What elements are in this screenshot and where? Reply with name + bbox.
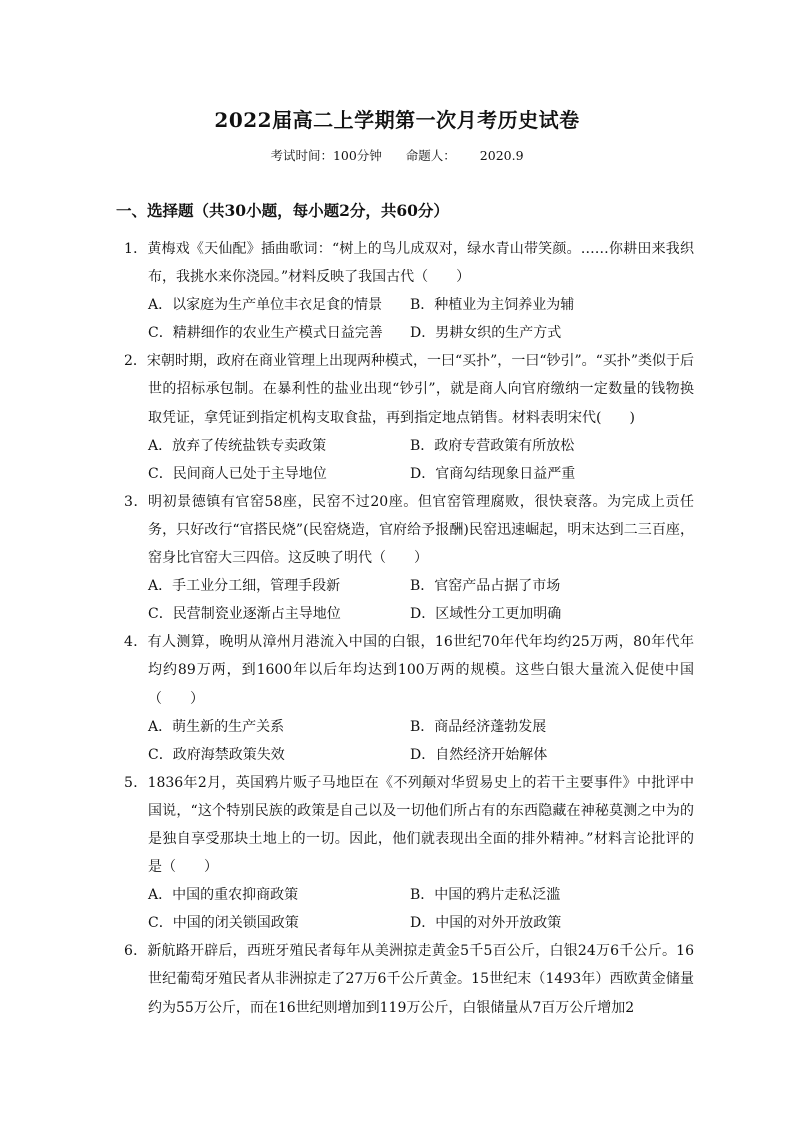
option-b[interactable]: B．政府专营政策有所放松 [410,437,575,454]
exam-time: 考试时间：100分钟 [270,148,382,163]
question-stem: 3．明初景德镇有官窑58座，民窑不过20座。但官窑管理腐败，很快衰落。为完成上贡任务，只好改行“官搭民烧”(民窑烧造，官府给予报酬)民窑迅速崛起，明末达到二三百座，窑身比官窑大三四倍。这反映了明代（ ） [124,493,694,567]
option-a[interactable]: A．放弃了传统盐铁专卖政策 [148,437,327,454]
option-c[interactable]: C．政府海禁政策失效 [148,746,285,763]
option-b[interactable]: B．中国的鸦片走私泛滥 [410,887,561,904]
question-2 [124,347,694,487]
option-b[interactable]: B．官窑产品占据了市场 [410,578,561,595]
question-stem: 6．新航路开辟后，西班牙殖民者每年从美洲掠走黄金5千5百公斤，白银24万6千公斤。16世纪葡萄牙殖民者从非洲掠走了27万6千公斤黄金。15世纪末（1493年）西欧黄金储量约为55万公斤，而在16世纪则增加到119万公斤，白银储量从7百万公斤增加2 [124,943,694,1016]
option-row [124,741,694,769]
exam-date: 2020.9 [479,148,524,163]
exam-title: 2022届高二上学期第一次月考历史试卷 [214,108,580,132]
option-a[interactable]: A．萌生新的生产关系 [148,718,285,735]
option-a[interactable]: A．中国的重农抑商政策 [148,887,299,904]
exam-setter-label: 命题人： [405,148,456,163]
option-d[interactable]: D．中国的对外开放政策 [410,915,562,932]
question-stem: 4．有人测算，晚明从漳州月港流入中国的白银，16世纪70年代年均约25万两，80年代年均约89万两，到1600年以后年均达到100万两的规模。这些白银大量流入促使中国（ ） [124,634,694,707]
option-a[interactable]: A．以家庭为生产单位丰衣足食的情景 [148,297,383,314]
option-c[interactable]: C．中国的闭关锁国政策 [148,915,299,932]
option-row [124,572,694,600]
option-c[interactable]: C．民营制瓷业逐渐占主导地位 [148,606,341,623]
option-a[interactable]: A．手工业分工细，管理手段新 [148,578,341,595]
option-row [124,909,694,937]
option-d[interactable]: D．区域性分工更加明确 [410,606,562,623]
option-c[interactable]: C．精耕细作的农业生产模式日益完善 [148,325,383,342]
question-6 [124,937,694,1021]
section-heading: 一、选择题（共30小题，每小题2分，共60分） [116,201,449,220]
option-c[interactable]: C．民间商人已处于主导地位 [148,465,327,482]
option-row [124,881,694,909]
question-4 [124,628,694,768]
option-d[interactable]: D．自然经济开始解体 [410,746,548,763]
option-row [124,600,694,628]
option-row [124,432,694,460]
question-stem: 5．1836年2月，英国鸦片贩子马地臣在《不列颠对华贸易史上的若干主要事件》中批评中国说，“这个特别民族的政策是自己以及一切他们所占有的东西隐藏在神秘莫测之中为的是独自享受那块土地上的一切。因此，他们就表现出全面的排外精神。”材料言论批评的是（ ） [124,774,694,876]
question-stem: 2．宋朝时期，政府在商业管理上出现两种模式，一曰“买扑”，一曰“钞引”。“买扑”类似于后世的招标承包制。在暴利性的盐业出现“钞引”，就是商人向官府缴纳一定数量的钱物换取凭证，拿凭证到指定机构支取食盐，再到指定地点销售。材料表明宋代( ) [124,353,694,426]
option-b[interactable]: B．商品经济蓬勃发展 [410,718,547,735]
option-row [124,319,694,347]
question-1 [124,235,694,347]
question-3 [124,488,694,628]
option-b[interactable]: B．种植业为主饲养业为辅 [410,297,575,314]
exam-meta [0,146,794,164]
option-row [124,291,694,319]
exam-setter [406,148,456,163]
question-list [124,235,694,1022]
option-d[interactable]: D．男耕女织的生产方式 [410,325,562,342]
option-row [124,713,694,741]
question-stem: 1．黄梅戏《天仙配》插曲歌词：“树上的鸟儿成双对，绿水青山带笑颜。……你耕田来我织布，我挑水来你浇园。”材料反映了我国古代（ ） [124,241,694,286]
option-row [124,460,694,488]
option-d[interactable]: D．官商勾结现象日益严重 [410,465,576,482]
question-5 [124,769,694,938]
